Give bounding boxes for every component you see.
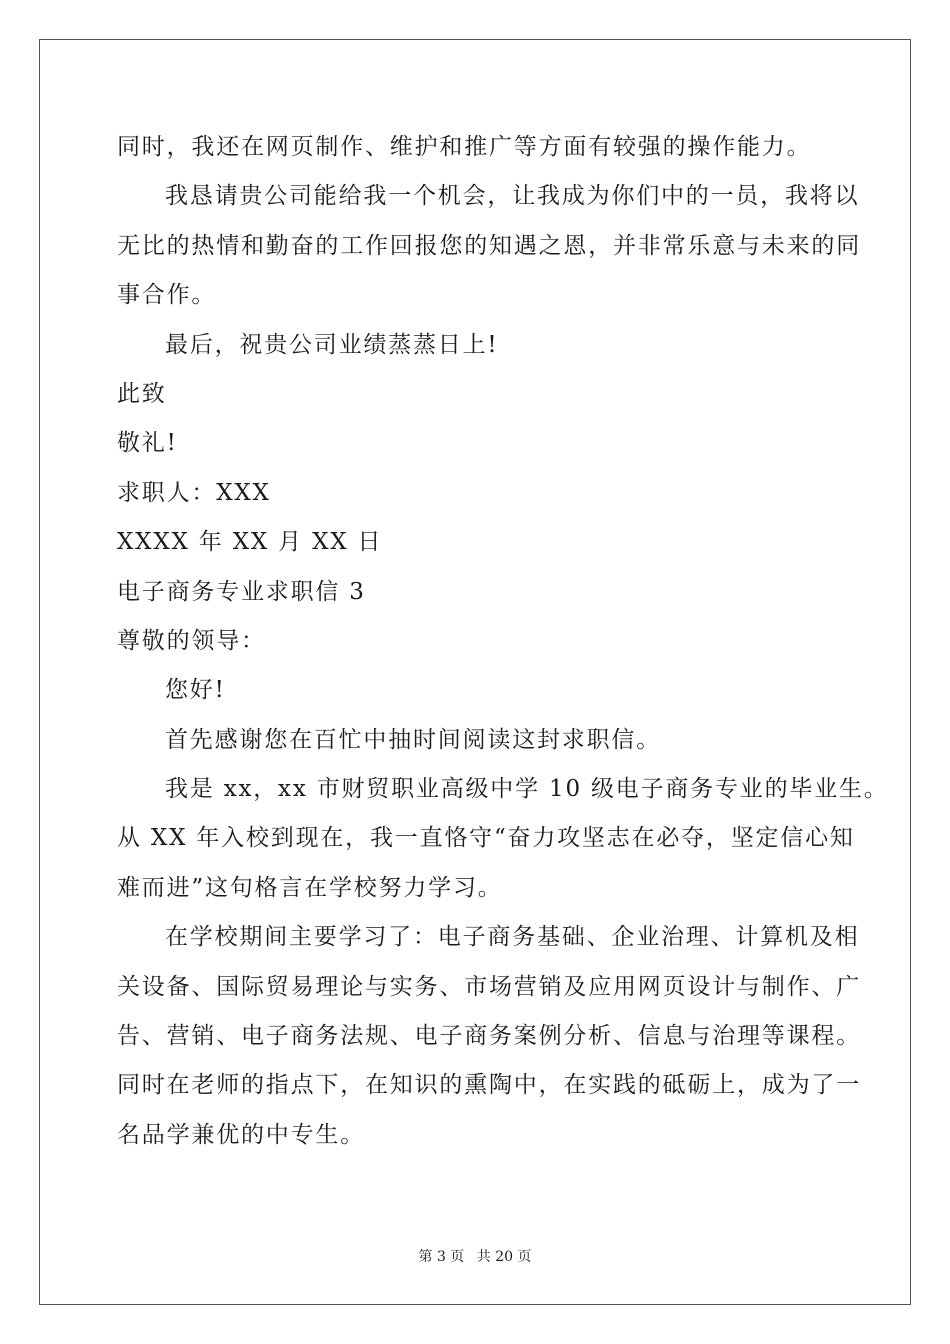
greeting: 您好! bbox=[165, 677, 226, 704]
text-line-19: 告、营销、电子商务法规、电子商务案例分析、信息与治理等课程。 bbox=[117, 1023, 861, 1050]
text-line-3: 无比的热情和勤奋的工作回报您的知遇之恩，并非常乐意与未来的同 bbox=[117, 232, 861, 259]
document-body bbox=[117, 123, 889, 1160]
total-pages: 共 20 页 bbox=[476, 1249, 532, 1265]
section-title: 电子商务专业求职信 3 bbox=[117, 578, 366, 605]
text-line-8: 求职人：XXX bbox=[117, 479, 271, 506]
salutation: 尊敬的领导： bbox=[117, 627, 266, 654]
text-line-6: 此致 bbox=[117, 380, 167, 407]
text-line-21: 名品学兼优的中专生。 bbox=[117, 1121, 365, 1148]
page-footer bbox=[0, 1246, 950, 1266]
text-line-5: 最后，祝贵公司业绩蒸蒸日上! bbox=[165, 331, 499, 358]
text-line-20: 同时在老师的指点下，在知识的熏陶中，在实践的砥砺上，成为了一 bbox=[117, 1072, 861, 1099]
text-line-4: 事合作。 bbox=[117, 282, 217, 309]
text-line-1: 同时，我还在网页制作、维护和推广等方面有较强的操作能力。 bbox=[117, 134, 812, 160]
text-line-13: 首先感谢您在百忙中抽时间阅读这封求职信。 bbox=[165, 726, 661, 753]
text-line-2: 我恳请贵公司能给我一个机会，让我成为你们中的一员，我将以 bbox=[165, 183, 860, 210]
text-line-14: 我是 xx，xx 市财贸职业高级中学 10 级电子商务专业的毕业生。 bbox=[165, 776, 889, 803]
text-line-15: 从 XX 年入校到现在，我一直恪守“奋力攻坚志在必夺，坚定信心知 bbox=[117, 825, 855, 852]
text-line-16: 难而进”这句格言在学校努力学习。 bbox=[117, 874, 503, 901]
text-line-18: 关设备、国际贸易理论与实务、市场营销及应用网页设计与制作、广 bbox=[117, 973, 861, 1000]
page-number: 第 3 页 bbox=[418, 1249, 465, 1265]
text-line-17: 在学校期间主要学习了：电子商务基础、企业治理、计算机及相 bbox=[165, 924, 860, 951]
text-line-7: 敬礼! bbox=[117, 430, 178, 457]
text-line-9: XXXX 年 XX 月 XX 日 bbox=[117, 529, 383, 556]
